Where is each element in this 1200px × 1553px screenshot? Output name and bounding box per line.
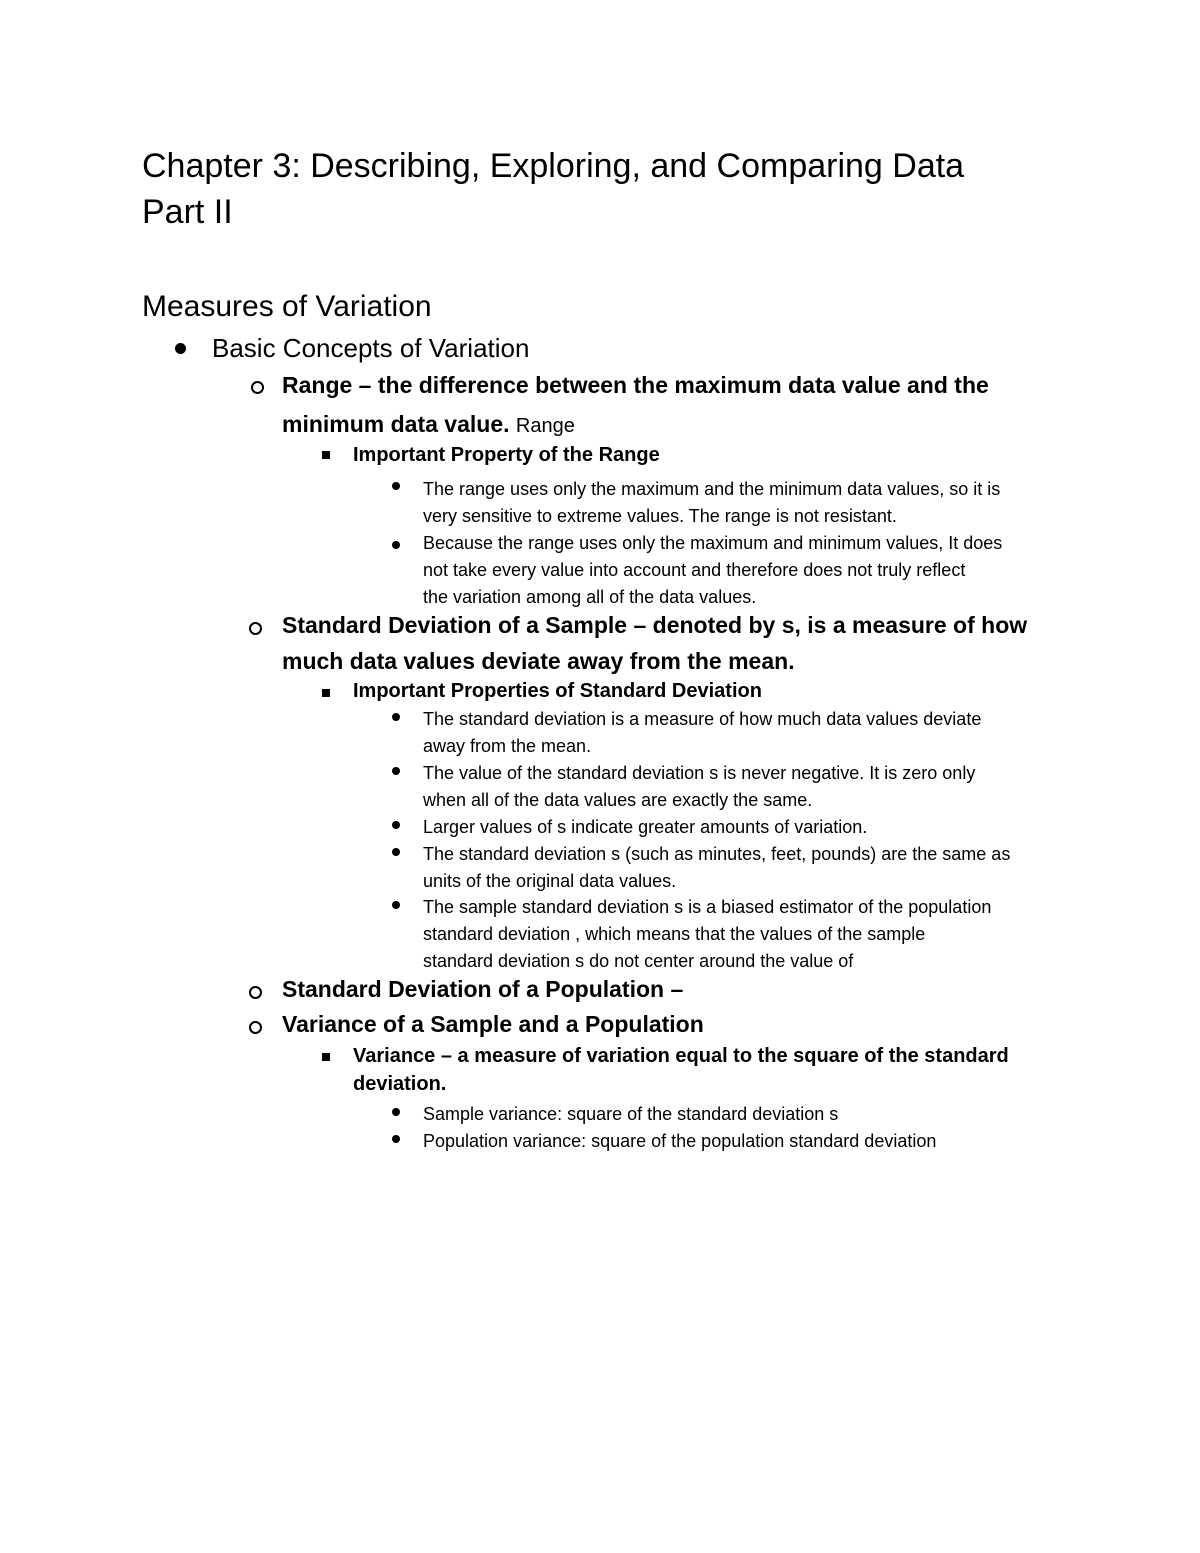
bullet-dot-icon (392, 541, 400, 549)
sd-point-2-line-2: when all of the data values are exactly the same. (423, 790, 813, 810)
range-point-2-line-3: the variation among all of the data values. (423, 587, 757, 607)
section-heading: Measures of Variation (142, 290, 432, 323)
title-line-2: Part II (142, 193, 233, 231)
range-line-2 (282, 411, 575, 438)
variance-definition-line-1: Variance – a measure of variation equal to the square of the standard (353, 1045, 1009, 1067)
population-sd-line: Standard Deviation of a Population – (282, 976, 684, 1002)
sd-property-heading: Important Properties of Standard Deviation (353, 680, 762, 702)
variance-point-1: Sample variance: square of the standard deviation s (423, 1104, 839, 1124)
page-title (142, 143, 1122, 235)
sample-sd-line-2: much data values deviate away from the mean. (282, 648, 795, 674)
sd-point-4-line-1: The standard deviation s (such as minutes, feet, pounds) are the same as (423, 844, 1011, 864)
sd-point-5-line-3: standard deviation s do not center around the value of (423, 951, 854, 971)
sd-point-5-line-2: standard deviation , which means that the values of the sample (423, 924, 926, 944)
bullet-square-icon (322, 451, 330, 459)
bullet-circle-icon (249, 1021, 262, 1034)
sd-point-1-line-2: away from the mean. (423, 736, 592, 756)
variance-point-2: Population variance: square of the population standard deviation (423, 1131, 937, 1151)
bullet-filled-icon (175, 343, 186, 354)
bullet-square-icon (322, 689, 330, 697)
bullet-square-icon (322, 1053, 330, 1061)
range-line-2-text: minimum data value. (282, 411, 510, 437)
bullet-dot-icon (392, 1135, 400, 1143)
sample-sd-line-1: Standard Deviation of a Sample – denoted by s, is a measure of how (282, 612, 1028, 638)
bullet-dot-icon (392, 482, 400, 490)
range-property-heading: Important Property of the Range (353, 444, 660, 466)
sd-point-3-line-1: Larger values of s indicate greater amounts of variation. (423, 817, 868, 837)
bullet-circle-icon (249, 986, 262, 999)
bullet-dot-icon (392, 1108, 400, 1116)
bullet-circle-icon (249, 622, 262, 635)
bullet-dot-icon (392, 821, 400, 829)
bullet-dot-icon (392, 767, 400, 775)
sd-point-5-line-1: The sample standard deviation s is a biased estimator of the population (423, 897, 992, 917)
sd-point-4-line-2: units of the original data values. (423, 871, 677, 891)
variance-definition-line-2: deviation. (353, 1073, 447, 1095)
range-point-2-line-2: not take every value into account and therefore does not truly reflect (423, 560, 966, 580)
bullet-dot-icon (392, 713, 400, 721)
title-line-1: Chapter 3: Describing, Exploring, and Comparing Data (142, 147, 965, 185)
range-point-1-line-2: very sensitive to extreme values. The range is not resistant. (423, 506, 897, 526)
range-point-1-line-1: The range uses only the maximum and the minimum data values, so it is (423, 479, 1001, 499)
basic-concepts-item: Basic Concepts of Variation (212, 333, 530, 363)
range-line-1: Range – the difference between the maximum data value and the (282, 372, 989, 398)
sd-point-1-line-1: The standard deviation is a measure of how much data values deviate (423, 709, 982, 729)
bullet-circle-icon (251, 381, 264, 394)
variance-heading: Variance of a Sample and a Population (282, 1011, 704, 1037)
bullet-dot-icon (392, 901, 400, 909)
sd-point-2-line-1: The value of the standard deviation s is never negative. It is zero only (423, 763, 976, 783)
range-point-2-line-1: Because the range uses only the maximum and minimum values, It does (423, 533, 1003, 553)
bullet-dot-icon (392, 848, 400, 856)
range-line-2-suffix: Range (515, 415, 575, 437)
